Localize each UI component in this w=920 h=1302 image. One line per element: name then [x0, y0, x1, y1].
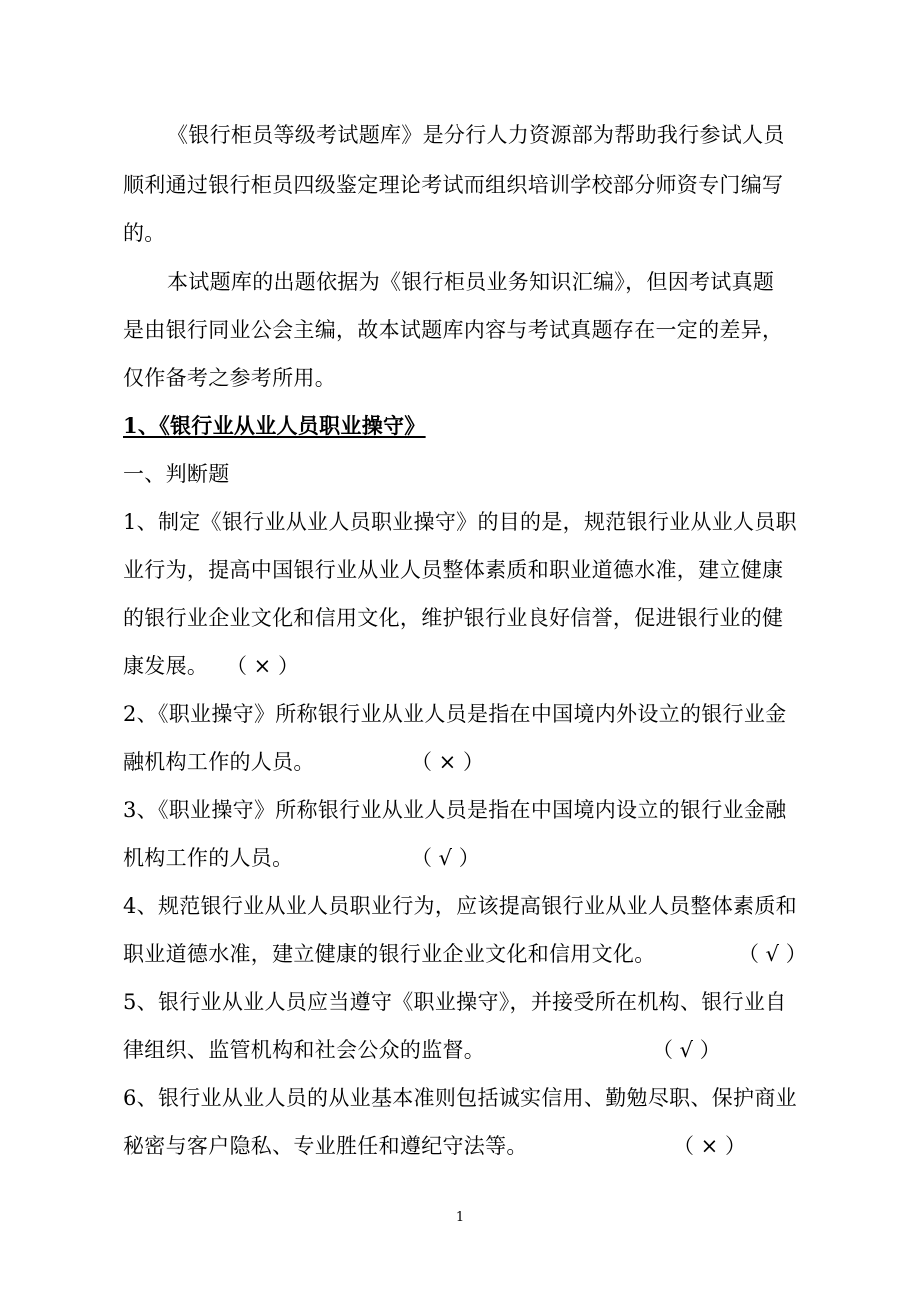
- question-1-answer: （ × ）: [226, 654, 299, 678]
- intro-p2-line3: 仅作备考之参考所用。: [123, 366, 336, 390]
- intro-p1-line2: 顺利通过银行柜员四级鉴定理论考试而组织培训学校部分师资专门编写: [123, 173, 784, 197]
- question-6-answer: （ × ）: [673, 1134, 746, 1158]
- section-subtitle: 一、判断题: [123, 462, 230, 486]
- question-1-line2: 业行为，提高中国银行业从业人员整体素质和职业道德水准，建立健康: [123, 558, 784, 582]
- question-2-line1: 2、《职业操守》所称银行业从业人员是指在中国境内外设立的银行业金: [123, 702, 787, 726]
- intro-p2-line1: 本试题库的出题依据为《银行柜员业务知识汇编》，但因考试真题: [167, 270, 775, 294]
- question-6-line2: 秘密与客户隐私、专业胜任和遵纪守法等。: [123, 1134, 528, 1158]
- question-4-line2: 职业道德水准，建立健康的银行业企业文化和信用文化。: [123, 942, 656, 966]
- question-5-answer: （ √ ）: [652, 1038, 721, 1062]
- intro-p1-line1: 《银行柜员等级考试题库》是分行人力资源部为帮助我行参试人员: [167, 123, 785, 147]
- intro-p1-line3: 的。: [123, 221, 166, 245]
- question-5-line1: 5、银行业从业人员应当遵守《职业操守》，并接受所在机构、银行业自: [123, 990, 787, 1014]
- question-4-line1: 4、规范银行业从业人员职业行为，应该提高银行业从业人员整体素质和: [123, 894, 797, 918]
- question-1-line4: 康发展。: [123, 654, 209, 678]
- question-3-answer: （ √ ）: [411, 846, 480, 870]
- section-title: 1、《银行业从业人员职业操守》: [123, 413, 426, 438]
- question-1-line1: 1、制定《银行业从业人员职业操守》的目的是，规范银行业从业人员职: [123, 510, 797, 534]
- question-3-line2: 机构工作的人员。: [123, 846, 294, 870]
- question-6-line1: 6、银行业从业人员的从业基本准则包括诚实信用、勤勉尽职、保护商业: [123, 1086, 797, 1110]
- question-1-line3: 的银行业企业文化和信用文化，维护银行业良好信誉，促进银行业的健: [123, 606, 784, 630]
- question-2-answer: （ × ）: [411, 750, 484, 774]
- page-number: 1: [455, 1210, 465, 1225]
- intro-p2-line2: 是由银行同业公会主编，故本试题库内容与考试真题存在一定的差异，: [123, 318, 784, 342]
- question-3-line1: 3、《职业操守》所称银行业从业人员是指在中国境内设立的银行业金融: [123, 798, 787, 822]
- question-2-line2: 融机构工作的人员。: [123, 750, 315, 774]
- question-4-answer: （ √ ）: [738, 942, 807, 966]
- question-5-line2: 律组织、监管机构和社会公众的监督。: [123, 1038, 486, 1062]
